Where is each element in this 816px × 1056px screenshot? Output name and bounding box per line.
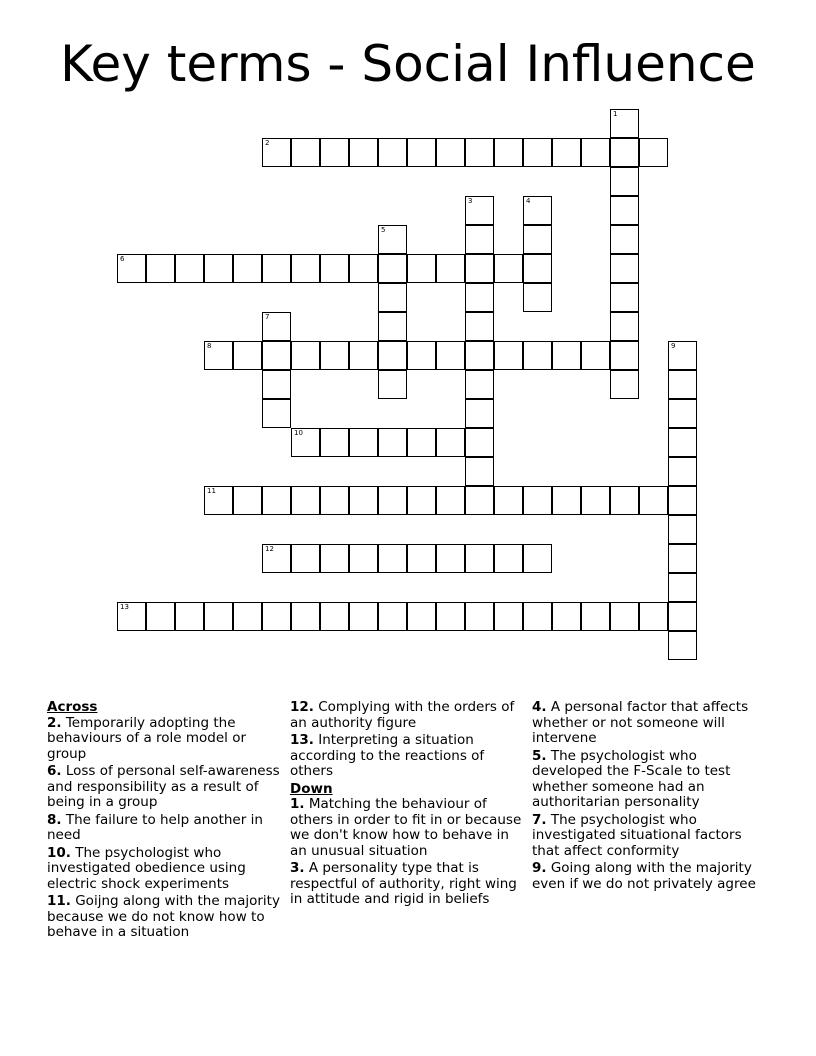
- grid-cell[interactable]: [668, 515, 697, 544]
- clue-down-9: 9. Going along with the majority even if we do not privately agree: [532, 860, 756, 892]
- puzzle-title: Key terms - Social Influence: [60, 35, 756, 93]
- grid-cell[interactable]: [378, 428, 407, 457]
- grid-cell[interactable]: [291, 341, 320, 370]
- cell-number: 11: [207, 487, 216, 495]
- clue-across-6: 6. Loss of personal self-awareness and responsibility as a result of being in a group: [47, 763, 280, 810]
- grid-cell[interactable]: [320, 486, 349, 515]
- grid-cell[interactable]: [262, 138, 291, 167]
- grid-cell[interactable]: [610, 167, 639, 196]
- clue-across-13: 13. Interpreting a situation according to the reactions of others: [290, 732, 485, 779]
- grid-cell[interactable]: [320, 544, 349, 573]
- grid-cell[interactable]: [378, 138, 407, 167]
- grid-cell[interactable]: [407, 341, 436, 370]
- grid-cell[interactable]: [204, 254, 233, 283]
- grid-cell[interactable]: [523, 283, 552, 312]
- grid-cell[interactable]: [465, 312, 494, 341]
- grid-cell[interactable]: [291, 254, 320, 283]
- grid-cell[interactable]: [465, 254, 494, 283]
- grid-cell[interactable]: [610, 312, 639, 341]
- clue-down-5: 5. The psychologist who developed the F-Scale to test whether someone had an authoritarian personality: [532, 747, 731, 810]
- grid-cell[interactable]: [378, 341, 407, 370]
- grid-cell[interactable]: [581, 341, 610, 370]
- grid-cell[interactable]: [262, 312, 291, 341]
- grid-cell[interactable]: [436, 138, 465, 167]
- grid-cell[interactable]: [610, 602, 639, 631]
- grid-cell[interactable]: [552, 486, 581, 515]
- grid-cell[interactable]: [233, 341, 262, 370]
- grid-cell[interactable]: [349, 602, 378, 631]
- grid-cell[interactable]: [610, 370, 639, 399]
- grid-cell[interactable]: [465, 399, 494, 428]
- grid-cell[interactable]: [262, 602, 291, 631]
- clue-across-12: 12. Complying with the orders of an authority figure: [290, 699, 515, 731]
- cell-number: 2: [265, 139, 270, 147]
- grid-cell[interactable]: [465, 138, 494, 167]
- grid-cell[interactable]: [378, 486, 407, 515]
- clue-down-4: 4. A personal factor that affects whether or not someone will intervene: [532, 699, 749, 746]
- grid-cell[interactable]: [436, 428, 465, 457]
- grid-cell[interactable]: [378, 225, 407, 254]
- grid-cell[interactable]: [378, 254, 407, 283]
- cell-number: 7: [265, 313, 270, 321]
- grid-cell[interactable]: [581, 486, 610, 515]
- grid-cell[interactable]: [610, 486, 639, 515]
- grid-cell[interactable]: [465, 428, 494, 457]
- grid-cell[interactable]: [349, 544, 378, 573]
- grid-cell[interactable]: [349, 428, 378, 457]
- clues-column-2: [290, 700, 526, 910]
- grid-cell[interactable]: [175, 602, 204, 631]
- clue-down-3: 3. A personality type that is respectful of authority, right wing in attitude and rigid in beliefs: [290, 860, 517, 907]
- grid-cell[interactable]: [407, 254, 436, 283]
- grid-cell[interactable]: [407, 602, 436, 631]
- grid-cell[interactable]: [552, 138, 581, 167]
- grid-cell[interactable]: [378, 283, 407, 312]
- clue-across-8: 8. The failure to help another in need: [47, 811, 263, 843]
- grid-cell[interactable]: [552, 602, 581, 631]
- grid-cell[interactable]: [523, 225, 552, 254]
- grid-cell[interactable]: [146, 602, 175, 631]
- clues-column-1: [47, 700, 282, 943]
- grid-cell[interactable]: [465, 370, 494, 399]
- grid-cell[interactable]: [668, 399, 697, 428]
- grid-cell[interactable]: [668, 573, 697, 602]
- grid-cell[interactable]: [668, 457, 697, 486]
- grid-cell[interactable]: [668, 544, 697, 573]
- cell-number: 13: [120, 603, 129, 611]
- cell-number: 10: [294, 429, 303, 437]
- grid-cell[interactable]: [523, 196, 552, 225]
- grid-cell[interactable]: [204, 341, 233, 370]
- grid-cell[interactable]: [494, 254, 523, 283]
- grid-cell[interactable]: [610, 109, 639, 138]
- grid-cell[interactable]: [494, 341, 523, 370]
- grid-cell[interactable]: [523, 486, 552, 515]
- cell-number: 5: [381, 226, 386, 234]
- grid-cell[interactable]: [465, 457, 494, 486]
- grid-cell[interactable]: [378, 544, 407, 573]
- grid-cell[interactable]: [233, 254, 262, 283]
- grid-cell[interactable]: [146, 254, 175, 283]
- grid-cell[interactable]: [610, 225, 639, 254]
- grid-cell[interactable]: [117, 602, 146, 631]
- grid-cell[interactable]: [262, 486, 291, 515]
- grid-cell[interactable]: [291, 544, 320, 573]
- grid-cell[interactable]: [465, 341, 494, 370]
- clue-across-2: 2. Temporarily adopting the behaviours of a role model or group: [47, 714, 246, 762]
- grid-cell[interactable]: [465, 602, 494, 631]
- cell-number: 4: [526, 197, 531, 205]
- grid-cell[interactable]: [639, 138, 668, 167]
- grid-cell[interactable]: [523, 138, 552, 167]
- grid-cell[interactable]: [349, 341, 378, 370]
- grid-cell[interactable]: [668, 370, 697, 399]
- grid-cell[interactable]: [349, 138, 378, 167]
- clue-across-10: 10. The psychologist who investigated obedience using electric shock experiments: [47, 844, 246, 892]
- grid-cell[interactable]: [407, 428, 436, 457]
- grid-cell[interactable]: [291, 602, 320, 631]
- grid-cell[interactable]: [175, 254, 204, 283]
- cell-number: 12: [265, 545, 274, 553]
- grid-cell[interactable]: [668, 602, 697, 631]
- grid-cell[interactable]: [291, 486, 320, 515]
- grid-cell[interactable]: [494, 138, 523, 167]
- cell-number: 6: [120, 255, 125, 263]
- grid-cell[interactable]: [610, 196, 639, 225]
- grid-cell[interactable]: [523, 254, 552, 283]
- grid-cell[interactable]: [494, 486, 523, 515]
- grid-cell[interactable]: [320, 254, 349, 283]
- grid-cell[interactable]: [320, 138, 349, 167]
- grid-cell[interactable]: [378, 312, 407, 341]
- grid-cell[interactable]: [494, 544, 523, 573]
- down-heading: Down: [290, 780, 333, 797]
- grid-cell[interactable]: [291, 138, 320, 167]
- grid-cell[interactable]: [262, 341, 291, 370]
- grid-cell[interactable]: [262, 254, 291, 283]
- grid-cell[interactable]: [436, 341, 465, 370]
- cell-number: 9: [671, 342, 676, 350]
- grid-cell[interactable]: [465, 486, 494, 515]
- grid-cell[interactable]: [204, 486, 233, 515]
- grid-cell[interactable]: [436, 602, 465, 631]
- cell-number: 3: [468, 197, 473, 205]
- grid-cell[interactable]: [494, 602, 523, 631]
- grid-cell[interactable]: [320, 341, 349, 370]
- grid-cell[interactable]: [610, 254, 639, 283]
- grid-cell[interactable]: [349, 254, 378, 283]
- clues-column-3: [532, 700, 768, 894]
- grid-cell[interactable]: [465, 225, 494, 254]
- grid-cell[interactable]: [581, 602, 610, 631]
- grid-cell[interactable]: [581, 138, 610, 167]
- grid-cell[interactable]: [639, 486, 668, 515]
- grid-cell[interactable]: [610, 283, 639, 312]
- grid-cell[interactable]: [610, 341, 639, 370]
- grid-cell[interactable]: [262, 544, 291, 573]
- across-heading: Across: [47, 699, 98, 715]
- grid-cell[interactable]: [436, 544, 465, 573]
- grid-cell[interactable]: [552, 341, 581, 370]
- grid-cell[interactable]: [262, 399, 291, 428]
- grid-cell[interactable]: [320, 428, 349, 457]
- clue-across-11: 11. Goijng along with the majority because we do not know how to behave in a situation: [47, 893, 280, 940]
- grid-cell[interactable]: [233, 602, 262, 631]
- grid-cell[interactable]: [378, 602, 407, 631]
- grid-cell[interactable]: [262, 370, 291, 399]
- grid-cell[interactable]: [407, 486, 436, 515]
- grid-cell[interactable]: [117, 254, 146, 283]
- grid-cell[interactable]: [436, 254, 465, 283]
- grid-cell[interactable]: [233, 486, 262, 515]
- grid-cell[interactable]: [378, 370, 407, 399]
- grid-cell[interactable]: [291, 428, 320, 457]
- grid-cell[interactable]: [668, 631, 697, 660]
- grid-cell[interactable]: [407, 544, 436, 573]
- grid-cell[interactable]: [523, 341, 552, 370]
- grid-cell[interactable]: [349, 486, 378, 515]
- grid-cell[interactable]: [668, 428, 697, 457]
- cell-number: 1: [613, 110, 618, 118]
- grid-cell[interactable]: [668, 486, 697, 515]
- grid-cell[interactable]: [436, 486, 465, 515]
- clue-down-1: 1. Matching the behaviour of others in order to fit in or because we don't know how to behave in an unusual situation: [290, 796, 522, 859]
- grid-cell[interactable]: [320, 602, 349, 631]
- grid-cell[interactable]: [465, 196, 494, 225]
- grid-cell[interactable]: [639, 602, 668, 631]
- grid-cell[interactable]: [523, 602, 552, 631]
- grid-cell[interactable]: [204, 602, 233, 631]
- clue-down-7: 7. The psychologist who investigated situational factors that affect conformity: [532, 811, 742, 859]
- cell-number: 8: [207, 342, 212, 350]
- grid-cell[interactable]: [465, 544, 494, 573]
- grid-cell[interactable]: [407, 138, 436, 167]
- grid-cell[interactable]: [668, 341, 697, 370]
- grid-cell[interactable]: [465, 283, 494, 312]
- grid-cell[interactable]: [523, 544, 552, 573]
- grid-cell[interactable]: [610, 138, 639, 167]
